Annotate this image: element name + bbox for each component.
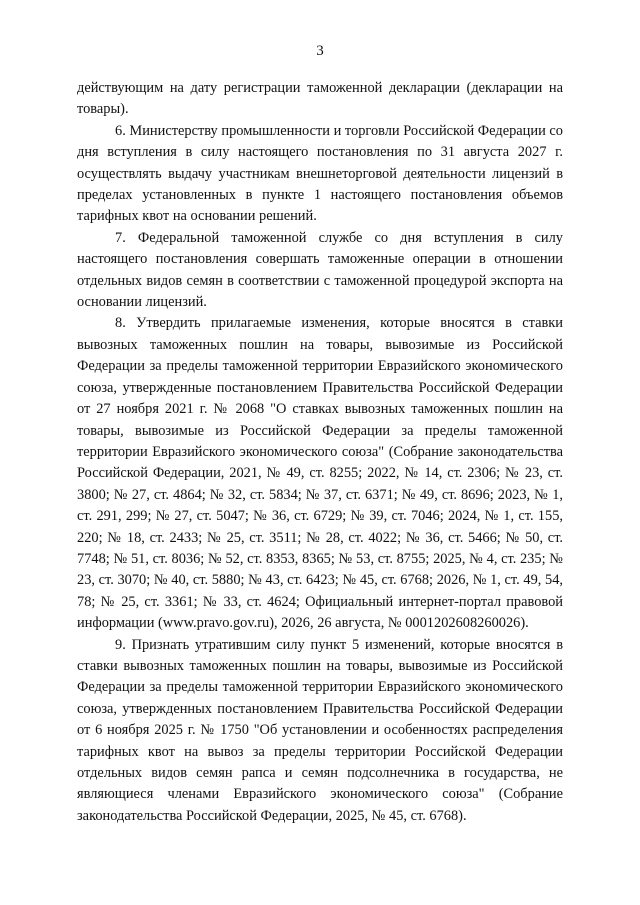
- document-body: [77, 78, 563, 827]
- paragraph-item-9: 9. Признать утратившим силу пункт 5 изменений, которые вносятся в ставки вывозных таможенных пошлин на товары, вывозимые из Российской Федерации за пределы таможенной территории Евразийского экономического союза, утвержденных постановлением Правительства Российской Федерации от 6 ноября 2025 г. № 1750 "Об установлении и особенностях распределения тарифных квот на вывоз за пределы территории Российской Федерации отдельных видов семян рапса и семян подсолнечника в государства, не являющиеся членами Евразийского экономического союза" (Собрание законодательства Российской Федерации, 2025, № 45, ст. 6768).: [77, 636, 563, 824]
- paragraph-item-6: 6. Министерству промышленности и торговли Российской Федерации со дня вступления в силу настоящего постановления по 31 августа 2027 г. осуществлять выдачу участникам внешнеторговой деятельности лицензий в пределах установленных в пункте 1 настоящего постановления объемов тарифных квот на основании решений.: [77, 122, 563, 225]
- page-number: 3: [316, 43, 324, 59]
- paragraph-item-8: 8. Утвердить прилагаемые изменения, которые вносятся в ставки вывозных таможенных пошлин на товары, вывозимые из Российской Федерации за пределы таможенной территории Евразийского экономического союза, утвержденные постановлением Правительства Российской Федерации от 27 ноября 2021 г. № 2068 "О ставках вывозных таможенных пошлин на товары, вывозимые из Российской Федерации за пределы таможенной территории Евразийского экономического союза" (Собрание законодательства Российской Федерации, 2021, № 49, ст. 8255; 2022, № 14, ст. 2306; № 23, ст. 3800; № 27, ст. 4864; № 32, ст. 5834; № 37, ст. 6371; № 49, ст. 8696; 2023, № 1, ст. 291, 299; № 27, ст. 5047; № 36, ст. 6729; № 39, ст. 7046; 2024, № 1, ст. 155, 220; № 18, ст. 2433; № 25, ст. 3511; № 28, ст. 4022; № 36, ст. 5466; № 50, ст. 7748; № 51, ст. 8036; № 52, ст. 8353, 8365; № 53, ст. 8755; 2025, № 4, ст. 235; № 23, ст. 3070; № 40, ст. 5880; № 43, ст. 6423; № 45, ст. 6768; 2026, № 1, ст. 49, 54, 78; № 25, ст. 3361; № 33, ст. 4624; Официальный интернет-портал правовой информации (www.pravo.gov.ru), 2026, 26 августа, № 0001202608260026).: [77, 315, 563, 632]
- paragraph-item-7: 7. Федеральной таможенной службе со дня вступления в силу настоящего постановления совершать таможенные операции в отношении отдельных видов семян в соответствии с таможенной процедурой экспорта на основании лицензий.: [77, 229, 563, 311]
- paragraph-continuation: действующим на дату регистрации таможенной декларации (декларации на товары).: [77, 80, 563, 118]
